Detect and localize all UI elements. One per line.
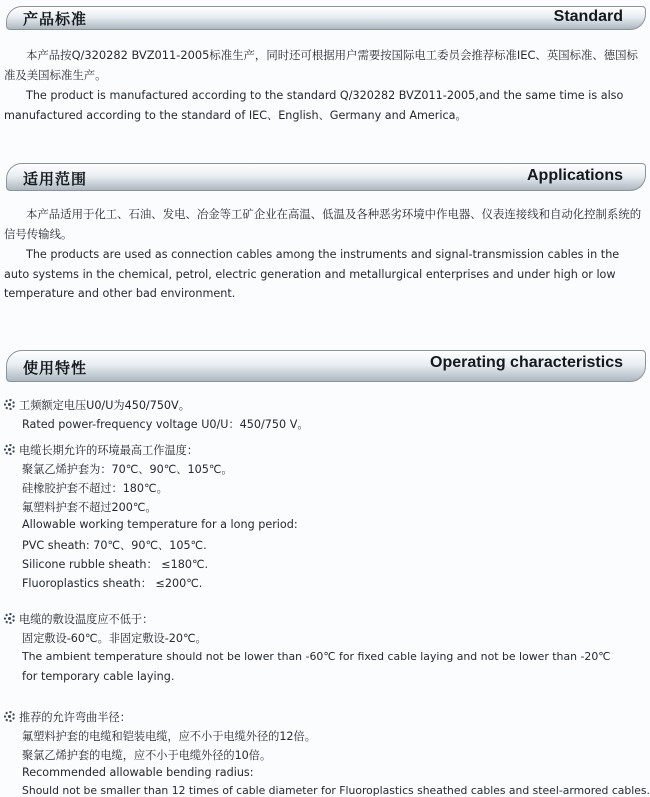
applications-paragraph-en: The products are used as connection cables among the instruments and signal-transmission cables in the auto systems in the chemical, petrol, electric generation and metallurgical enterprises and under high or low temperature and other bad environment. xyxy=(4,248,620,300)
gear-icon xyxy=(4,613,15,624)
temp-line: Allowable working temperature for a long period: xyxy=(22,518,298,531)
applications-title-cn: 适用范围 xyxy=(23,170,88,188)
temp-line: Silicone rubble sheath： ≤180℃. xyxy=(22,558,209,571)
rated-voltage-en: Rated power-frequency voltage U0/U：450/750 V。 xyxy=(22,418,309,431)
standard-title-en: Standard xyxy=(553,8,623,25)
standard-paragraph-en: The product is manufactured according to the standard Q/320282 BVZ011-2005,and the same time is also manufactured according to the standard of IEC、English、Germany and America。 xyxy=(4,89,624,122)
temp-line: 聚氯乙烯护套为：70℃、90℃、105℃。 xyxy=(22,463,233,476)
temp-line: 硅橡胶护套不超过：180℃。 xyxy=(22,482,168,495)
applications-section-header xyxy=(6,163,646,191)
temp-line: PVC sheath: 70℃、90℃、105℃. xyxy=(22,539,207,552)
standard-section-header xyxy=(6,6,646,30)
bullet-laying-temperature: 电缆的敷设温度应不低于： xyxy=(4,611,153,627)
bullet-rated-voltage: 工频额定电压U0/U为450/750V。 xyxy=(4,397,190,413)
operating-section-header xyxy=(6,350,646,382)
bullet-bending-radius: 推荐的允许弯曲半径： xyxy=(4,709,131,725)
operating-title-cn: 使用特性 xyxy=(23,359,88,377)
gear-icon xyxy=(4,399,15,410)
bullet-working-temperature: 电缆长期允许的环境最高工作温度： xyxy=(4,442,198,458)
laying-line: 固定敷设-60℃。非固定敷设-20℃。 xyxy=(22,632,207,645)
bending-line: Should not be smaller than 12 times of cable diameter for Fluoroplastics sheathed cables and steel-armored cables. xyxy=(22,784,650,797)
standard-title-cn: 产品标准 xyxy=(23,10,88,28)
laying-line: The ambient temperature should not be lower than -60℃ for fixed cable laying and not be lower than -20℃ xyxy=(22,650,611,663)
temp-line: 氟塑料护套不超过200℃。 xyxy=(22,501,157,514)
standard-paragraph-cn: 本产品按Q/320282 BVZ011-2005标准生产，同时还可根据用户需要按国际电工委员会推荐标准IEC、英国标准、德国标准及美国标准生产。 xyxy=(4,48,638,82)
gear-icon xyxy=(4,711,15,722)
gear-icon xyxy=(4,444,15,455)
temp-line: Fluoroplastics sheath： ≤200℃. xyxy=(22,577,203,590)
bending-line: 聚氯乙烯护套的电缆，应不小于电缆外径的10倍。 xyxy=(22,749,272,762)
laying-line: for temporary cable laying. xyxy=(22,670,175,683)
applications-paragraph-cn: 本产品适用于化工、石油、发电、冶金等工矿企业在高温、低温及各种恶劣环境中作电器、仪表连接线和自动化控制系统的信号传输线。 xyxy=(4,207,642,241)
applications-title-en: Applications xyxy=(526,167,623,184)
operating-title-en: Operating characteristics xyxy=(430,354,623,371)
bending-line: 氟塑料护套的电缆和铠装电缆，应不小于电缆外径的12倍。 xyxy=(22,730,316,743)
bending-line: Recommended allowable bending radius: xyxy=(22,766,254,779)
